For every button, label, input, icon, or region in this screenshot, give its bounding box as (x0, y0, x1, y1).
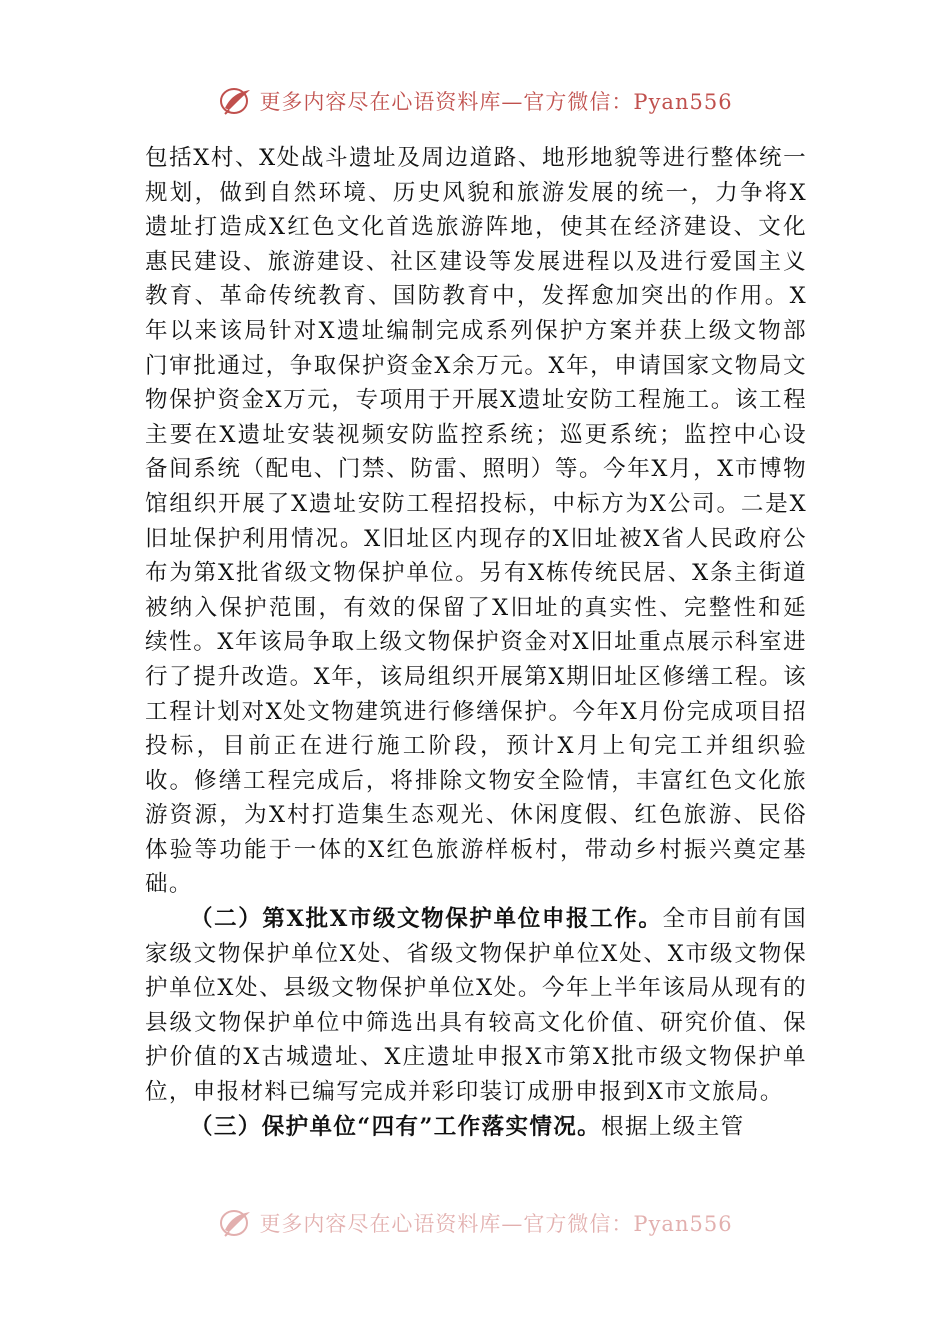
logo-icon (217, 86, 255, 116)
watermark-text: 更多内容尽在心语资料库—官方微信：Pyan556 (259, 1212, 733, 1236)
paragraph-text: 全市目前有国家级文物保护单位X处、省级文物保护单位X处、X市级文物保护单位X处、县级文物保护单位X处。今年上半年该局从现有的县级文物保护单位中筛选出具有较高文化价值、研究价值、保护价值的X古城遗址、X庄遗址申报X市第X批市级文物保护单位，申报材料已编写完成并彩印装订成册申报到X市文旅局。 (145, 906, 807, 1106)
paragraph-text: 包括X村、X处战斗遗址及周边道路、地形地貌等进行整体统一规划，做到自然环境、历史风貌和旅游发展的统一，力争将X遗址打造成X红色文化首选旅游阵地，使其在经济建设、文化惠民建设、旅游建设、社区建设等发展进程以及进行爱国主义教育、革命传统教育、国防教育中，发挥愈加突出的作用。X年以来该局针对X遗址编制完成系列保护方案并获上级文物部门审批通过，争取保护资金X余万元。X年，申请国家文物局文物保护资金X万元，专项用于开展X遗址安防工程施工。该工程主要在X遗址安装视频安防监控系统；巡更系统；监控中心设备间系统（配电、门禁、防雷、照明）等。今年X月，X市博物馆组织开展了X遗址安防工程招投标，中标方为X公司。二是X旧址保护利用情况。X旧址区内现存的X旧址被X省人民政府公布为第X批省级文物保护单位。另有X栋传统民居、X条主街道被纳入保护范围，有效的保留了X旧址的真实性、完整性和延续性。X年该局争取上级文物保护资金对X旧址重点展示科室进行了提升改造。X年，该局组织开展第X期旧址区修缮工程。该工程计划对X处文物建筑进行修缮保护。今年X月份完成项目招投标，目前正在进行施工阶段，预计X月上旬完工并组织验收。修缮工程完成后，将排除文物安全险情，丰富红色文化旅游资源，为X村打造集生态观光、休闲度假、红色旅游、民俗体验等功能于一体的X红色旅游样板村，带动乡村振兴奠定基础。 (145, 145, 807, 898)
logo-icon (217, 1208, 255, 1238)
paragraph-text: 根据上级主管 (601, 1113, 745, 1140)
section-heading-2: （二）第X批X市级文物保护单位申报工作。 (190, 906, 663, 933)
header-watermark (0, 86, 950, 116)
document-body (145, 141, 807, 1223)
paragraph-1 (145, 141, 807, 902)
section-heading-3: （三）保护单位“四有”工作落实情况。 (190, 1113, 602, 1140)
paragraph-2 (145, 902, 807, 1110)
watermark-text: 更多内容尽在心语资料库—官方微信：Pyan556 (259, 90, 733, 114)
paragraph-3 (145, 1110, 807, 1145)
footer-watermark (0, 1208, 950, 1238)
